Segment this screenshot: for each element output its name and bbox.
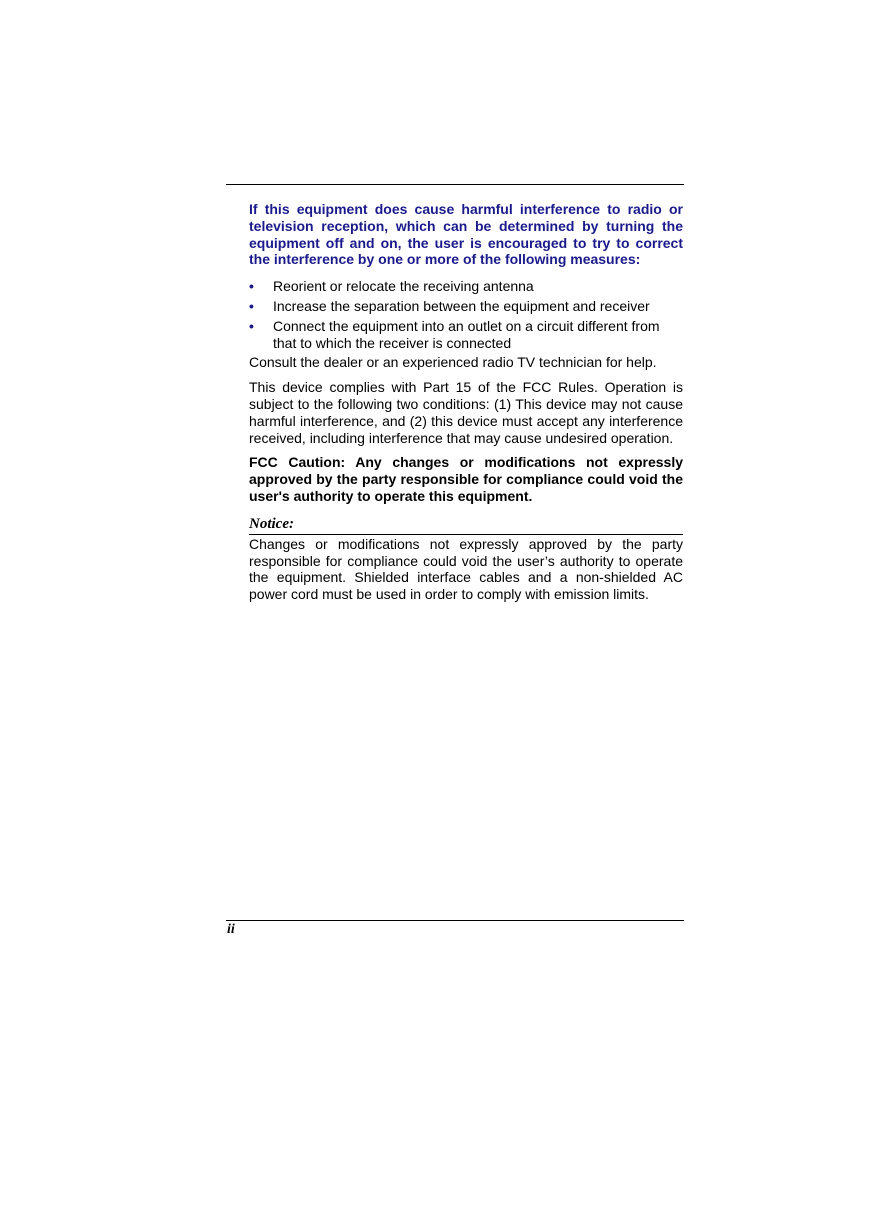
- fcc-caution-text: FCC Caution: Any changes or modifications not expressly approved by the party responsible for compliance could void the user's authority to operate this equipment.: [249, 454, 683, 504]
- fcc-compliance-text: This device complies with Part 15 of the FCC Rules. Operation is subject to the following two conditions: (1) This device may not cause harmful interference, and (2) this device must accept any interference received, including interference that may cause undesired operation.: [249, 379, 683, 446]
- list-item-text: Connect the equipment into an outlet on a circuit different from that to which the receiver is connected: [273, 317, 660, 351]
- header-rule: [226, 184, 684, 185]
- page-content: [249, 201, 683, 603]
- bullet-icon: •: [249, 278, 254, 295]
- list-item: [249, 278, 683, 295]
- bullet-icon: •: [249, 317, 254, 334]
- list-item-text: Increase the separation between the equipment and receiver: [273, 297, 650, 314]
- notice-heading: Notice:: [249, 515, 683, 535]
- list-item: [249, 318, 683, 352]
- interference-intro: If this equipment does cause harmful interference to radio or television reception, which can be determined by turning the equipment off and on, the user is encouraged to try to correct the interference by one or more of the following measures:: [249, 201, 683, 268]
- page-number: ii: [227, 922, 235, 937]
- footer-rule: [226, 920, 684, 921]
- list-item-text: Reorient or relocate the receiving antenna: [273, 278, 534, 295]
- consult-text: Consult the dealer or an experienced radio TV technician for help.: [249, 354, 657, 371]
- notice-body: Changes or modifications not expressly approved by the party responsible for compliance could void the user’s authority to operate the equipment. Shielded interface cables and a non-shielded AC power cord must be used in order to comply with emission limits.: [249, 535, 683, 603]
- bullet-icon: •: [249, 297, 254, 314]
- measures-list: [249, 278, 683, 351]
- list-item: [249, 298, 683, 315]
